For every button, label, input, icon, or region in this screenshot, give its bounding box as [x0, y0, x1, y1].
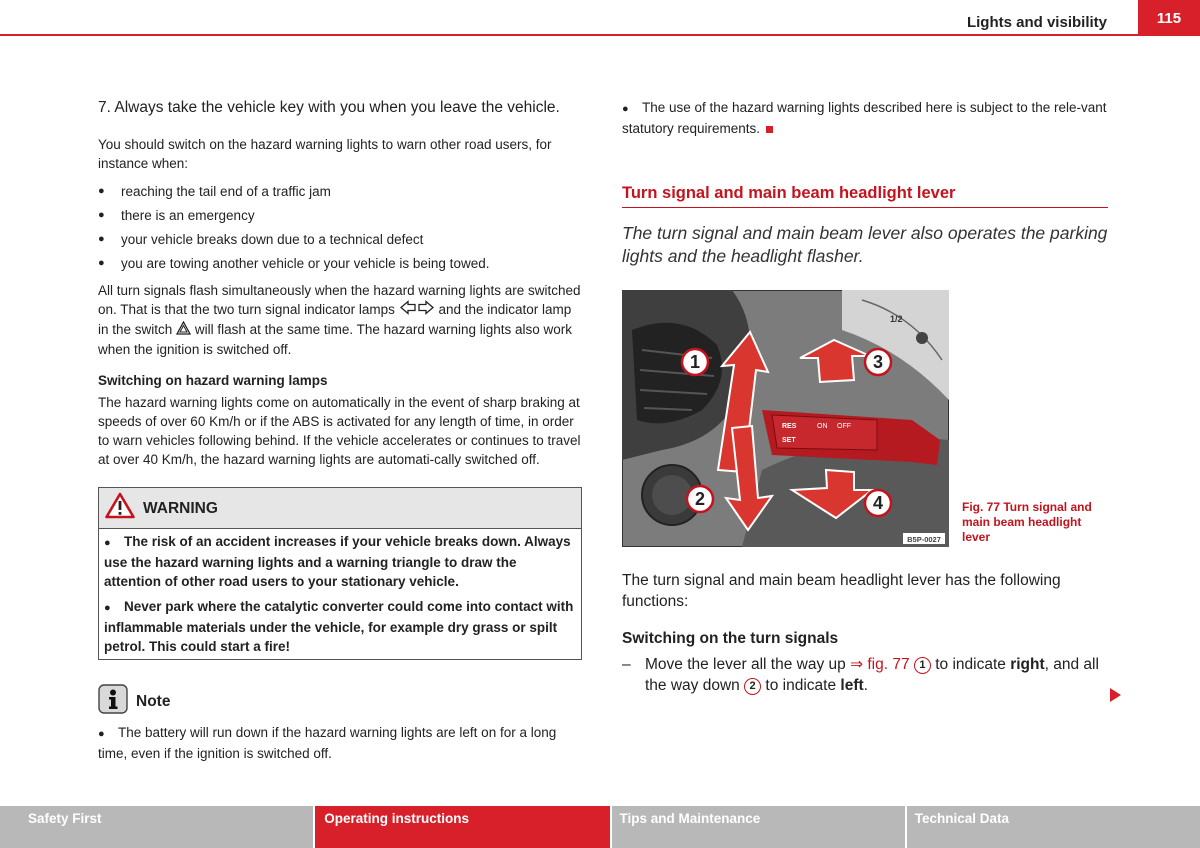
- warning-item: ● Never park where the catalytic converter could come into contact with inflammable materials under the vehicle, for example dry grass or spilt petrol. This could start a fire!: [104, 599, 574, 655]
- turn-signal-arrows-icon: [399, 300, 435, 320]
- warning-item: ● The risk of an accident increases if your vehicle breaks down. Always use the hazard warning lights and a warning triangle to draw the attention of other road users to your stationary vehicle.: [104, 534, 571, 590]
- step-7: 7. Always take the vehicle key with you when you leave the vehicle.: [98, 99, 560, 116]
- list-item: ● you are towing another vehicle or your vehicle is being towed.: [98, 254, 582, 273]
- figure-code: B5P-0027: [907, 535, 941, 544]
- instruction-text-b: to indicate: [935, 656, 1006, 673]
- figure-caption: Fig. 77 Turn signal and main beam headlight lever: [962, 500, 1092, 544]
- warning-triangle-icon: [105, 492, 135, 524]
- legal-note-text: The use of the hazard warning lights described here is subject to the rele-vant statutory requirements.: [622, 100, 1107, 136]
- callout-3: 3: [872, 352, 884, 372]
- lever-on-label: ON: [817, 423, 828, 430]
- hazard-triangle-icon: [176, 321, 191, 340]
- functions-intro: The turn signal and main beam headlight lever has the following functions:: [622, 572, 1061, 610]
- lever-off-label: OFF: [837, 423, 851, 430]
- tab-safety-first[interactable]: Safety First: [0, 806, 313, 848]
- lever-set-label: SET: [782, 437, 796, 444]
- instruction-text-a: Move the lever all the way up: [645, 656, 846, 673]
- gauge-label: 1/2: [890, 314, 903, 324]
- instruction-text-c: , and all the way down: [645, 656, 1099, 694]
- subhead-turn-signals: Switching on the turn signals: [622, 630, 839, 647]
- warning-body: [99, 529, 581, 659]
- turn-signal-instruction: [622, 654, 1108, 696]
- legal-note: ● The use of the hazard warning lights described here is subject to the rele-vant statutory requirements.: [622, 100, 1107, 136]
- lever-res-label: RES: [782, 423, 797, 430]
- note-text: ● The battery will run down if the hazard warning lights are left on for a long time, even if the ignition is switched off.: [98, 725, 557, 762]
- left-column: [98, 98, 582, 763]
- list-item: ● your vehicle breaks down due to a technical defect: [98, 230, 582, 249]
- hazard-text-a: All turn signals flash simultaneously when the hazard warning lights are switched on. That is that the two turn signal indicator lamps: [98, 283, 581, 317]
- hazard-paragraph: [98, 281, 582, 359]
- figure-77: [622, 290, 1108, 548]
- right-word: right: [1010, 656, 1045, 673]
- header-rule: [0, 34, 1200, 36]
- callout-4: 4: [872, 493, 884, 513]
- subhead-hazard-lamps: Switching on hazard warning lamps: [98, 373, 328, 389]
- lever-figure-image: [622, 290, 949, 547]
- auto-hazard-paragraph: The hazard warning lights come on automatically in the event of sharp braking at speeds of over 60 Km/h or if the ABS is activated for any length of time, in order to warn vehicles following behind. If the vehicle accelerates or continues to travel at over 40 Km/h, the hazard warning lights are automati-cally switched off.: [98, 395, 581, 468]
- footer-nav: [0, 806, 1200, 848]
- fig-77-link[interactable]: ⇒ fig. 77: [850, 656, 910, 673]
- instruction-text-d: to indicate: [765, 677, 837, 694]
- list-item: ● reaching the tail end of a traffic jam: [98, 182, 582, 201]
- note-text-content: The battery will run down if the hazard warning lights are left on for a long time, even if the ignition is switched off.: [98, 725, 557, 762]
- warning-item-text: The risk of an accident increases if your vehicle breaks down. Always use the hazard warning lights and a warning triangle to draw the attention of other road users to your stationary vehicle.: [104, 534, 571, 590]
- right-column: [622, 98, 1108, 696]
- callout-1: 1: [689, 352, 701, 372]
- end-marker: [766, 126, 773, 133]
- list-item: ● there is an emergency: [98, 206, 582, 225]
- page-header: [0, 0, 1200, 37]
- instruction-text-e: .: [863, 677, 868, 694]
- intro-paragraph: You should switch on the hazard warning lights to warn other road users, for instance when:: [98, 137, 552, 171]
- tab-tips-and-maintenance[interactable]: Tips and Maintenance: [612, 806, 905, 848]
- continue-arrow-icon: [1110, 688, 1121, 702]
- warning-title: WARNING: [143, 499, 218, 517]
- hazard-text-b: and the indicator lamp in the switch: [98, 302, 572, 338]
- note-header: [98, 684, 582, 719]
- callout-ref-1: 1: [914, 657, 931, 674]
- warning-header: [99, 488, 581, 529]
- callout-ref-2: 2: [744, 678, 761, 695]
- warning-item-text: Never park where the catalytic converter could come into contact with inflammable materials under the vehicle, for example dry grass or spilt petrol. This could start a fire!: [104, 599, 574, 655]
- hazard-text-c: will flash at the same time. The hazard warning lights also work when the ignition is switched off.: [98, 322, 572, 358]
- tab-operating-instructions[interactable]: Operating instructions: [315, 806, 609, 848]
- bullet-list: [98, 182, 582, 273]
- header-title: Lights and visibility: [966, 14, 1107, 31]
- callout-2: 2: [694, 489, 706, 509]
- lead-paragraph: The turn signal and main beam lever also operates the parking lights and the headlight flasher.: [622, 223, 1108, 266]
- dash-marker: –: [622, 656, 631, 673]
- tab-technical-data[interactable]: Technical Data: [907, 806, 1200, 848]
- section-title: Turn signal and main beam headlight lever: [622, 184, 1108, 208]
- note-title: Note: [136, 693, 171, 711]
- warning-box: [98, 487, 582, 660]
- left-word: left: [840, 677, 864, 694]
- page-number: 115: [1138, 0, 1200, 36]
- info-icon: [98, 684, 128, 719]
